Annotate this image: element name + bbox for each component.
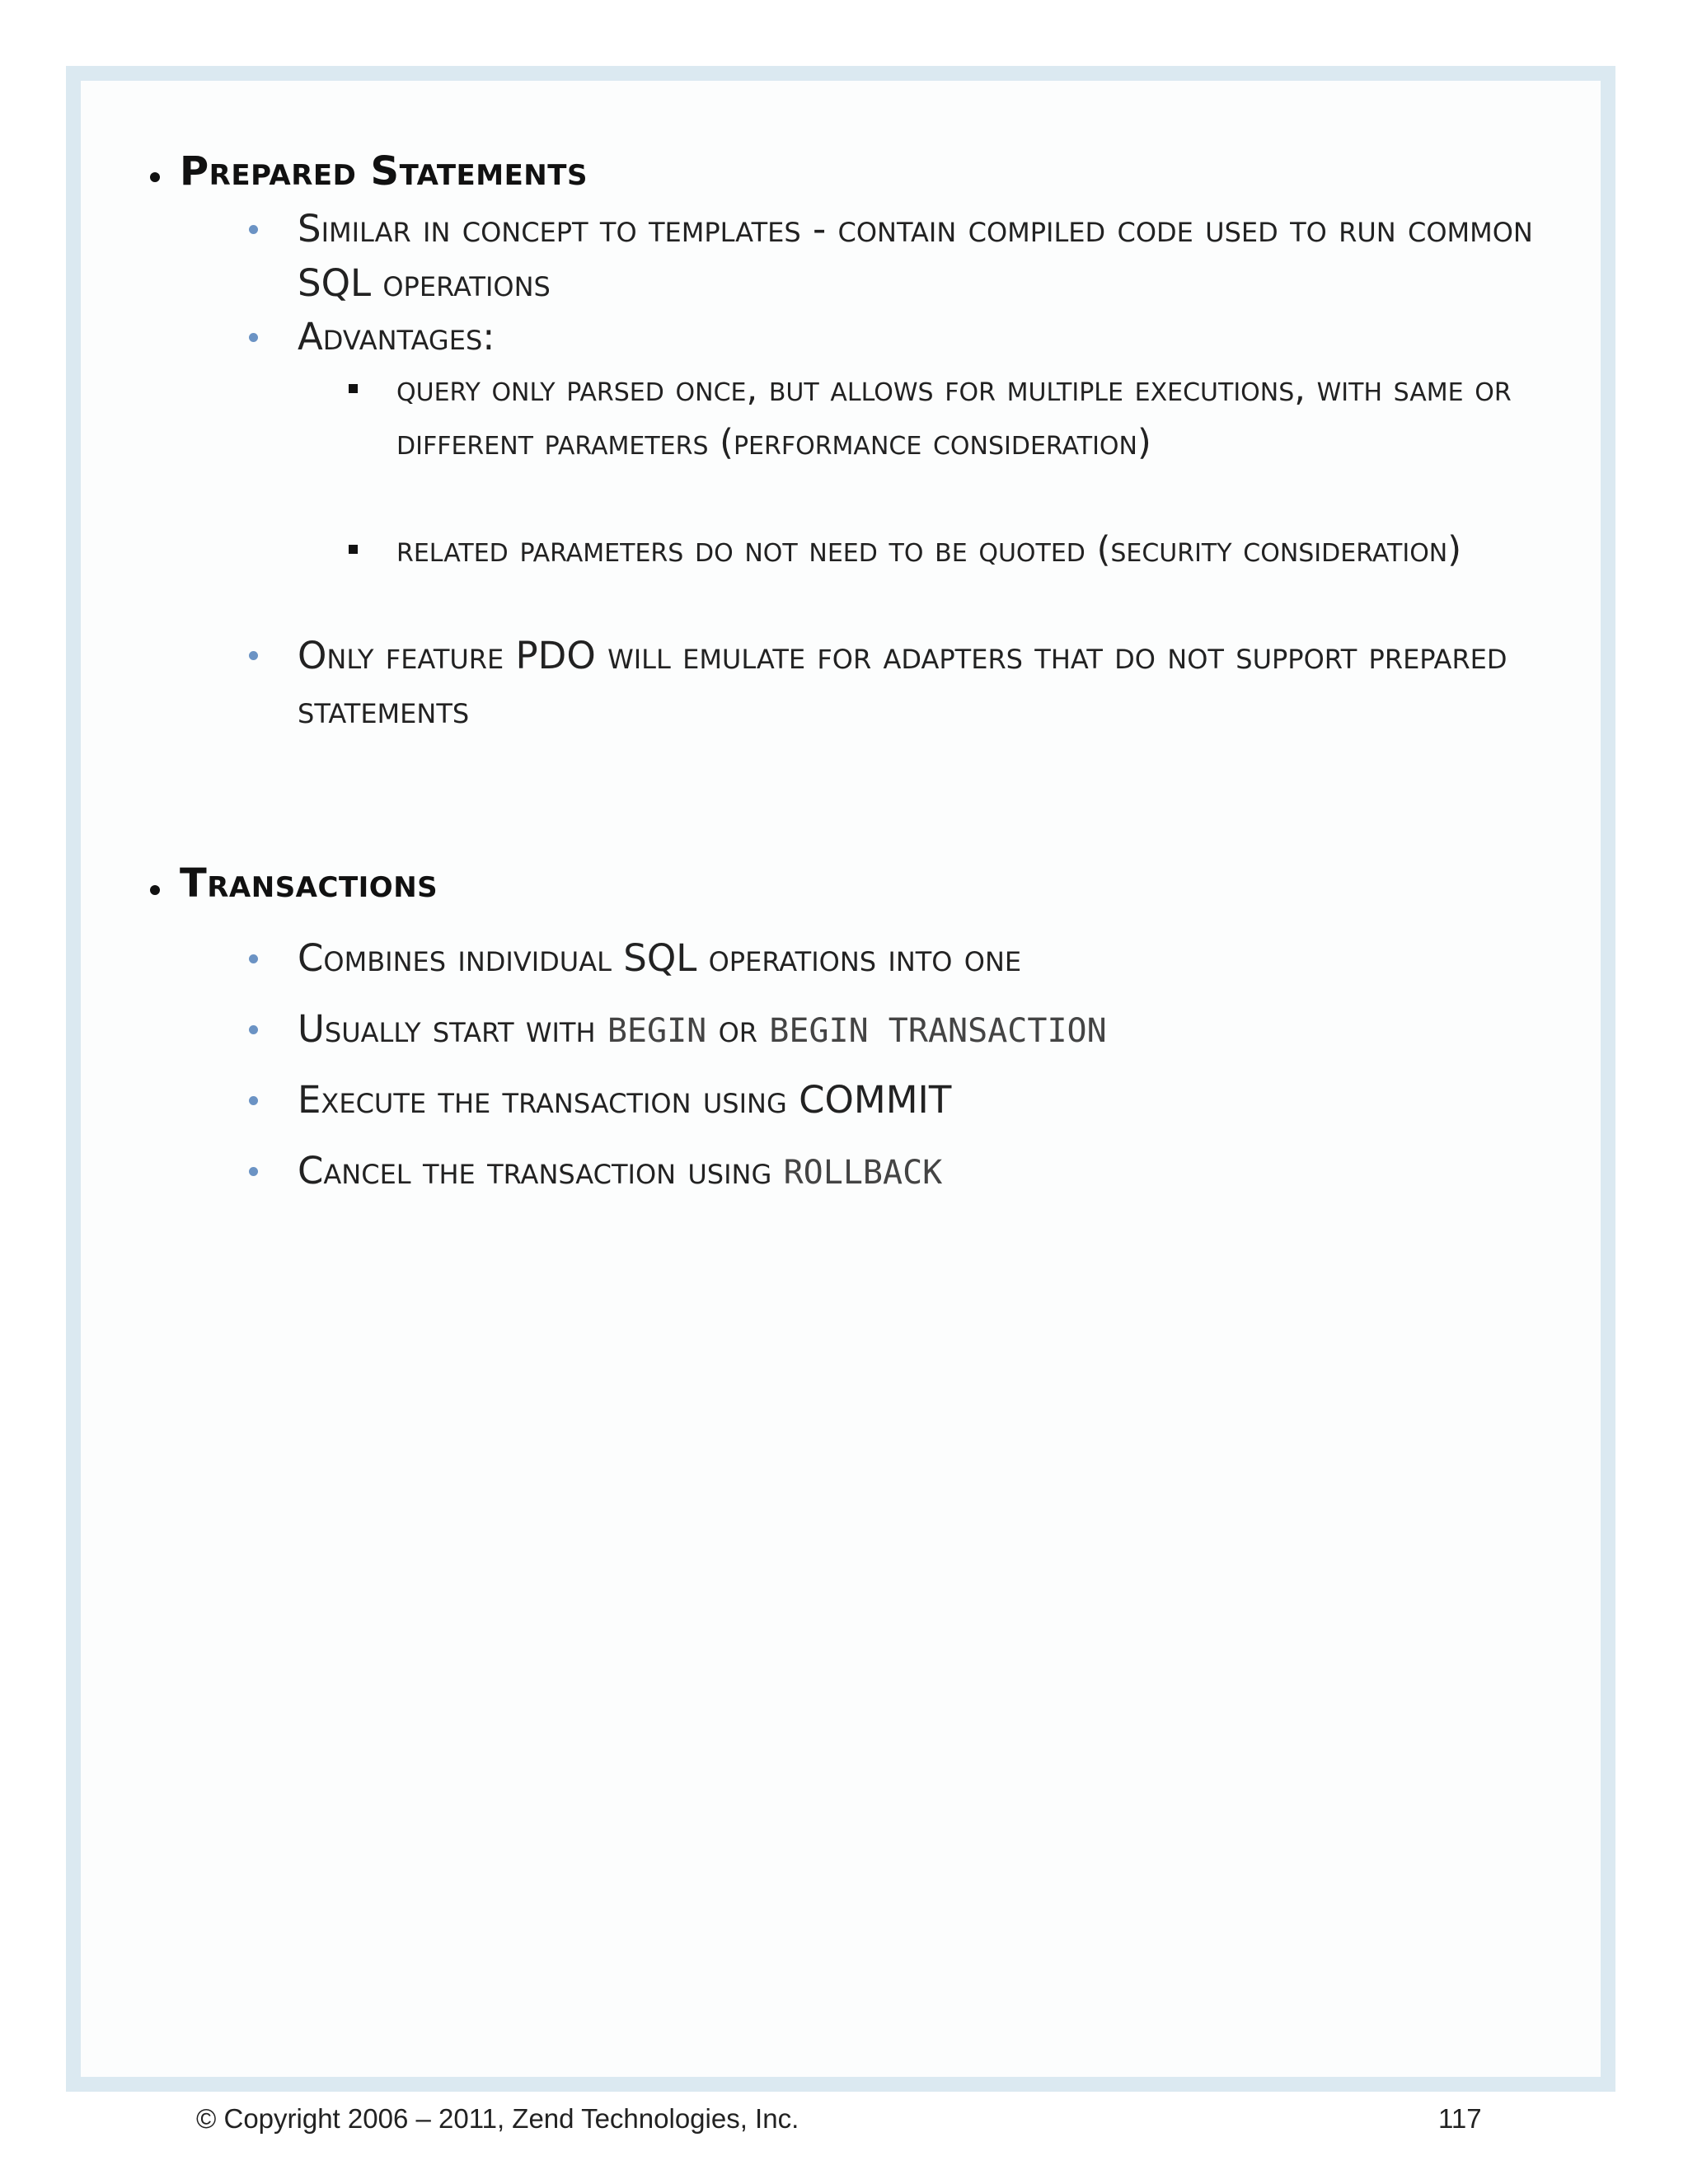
sub-list-item: query only parsed once, but allows for multiple executions, with same or different parameters (performance consideration) [396,368,1512,463]
item-text-tail: operations into one [696,936,1022,980]
list-item [298,629,1534,738]
sub-list-bullet [349,384,358,393]
code-keyword: ROLLBACK [783,1154,943,1192]
item-keyword: COMMIT [799,1078,952,1122]
list-item: Advantages: [298,315,495,359]
section-heading-transactions: Transactions [180,860,438,907]
list-bullet [249,225,258,234]
list-item [298,1002,1534,1058]
section-heading-prepared-statements: Prepared Statements [180,148,588,194]
item-text: Execute the transaction using [298,1078,799,1122]
footer-copyright: © Copyright 2006 – 2011, Zend Technologies, Inc. [196,2103,799,2134]
item-text-tail: operations [371,261,551,305]
item-keyword: SQL [298,261,372,305]
item-text: Usually start with [298,1007,607,1051]
list-bullet [249,651,258,660]
item-keyword: SQL [623,936,697,980]
section-bullet [150,172,160,182]
list-item [298,202,1534,311]
item-text: Cancel the transaction using [298,1149,784,1193]
sub-list-item: related parameters do not need to be quoted (security consideration) [396,529,1462,570]
list-item [298,1144,1534,1200]
list-bullet [249,1167,258,1176]
footer-page-number: 117 [1438,2103,1482,2134]
list-item [298,931,1534,986]
item-text: Only feature [298,634,516,677]
list-bullet [249,1025,258,1034]
section-bullet [150,885,160,895]
list-bullet [249,1096,258,1105]
item-text-mid: or [706,1007,770,1051]
list-item [298,1073,1534,1127]
item-text: Combines individual [298,936,624,980]
code-keyword: BEGIN TRANSACTION [769,1012,1107,1050]
list-bullet [249,333,258,342]
code-keyword: BEGIN [607,1012,707,1050]
item-keyword: PDO [515,634,596,677]
item-text: Similar in concept to templates - contain compiled code used to run common [298,207,1533,251]
sub-list-bullet [349,545,358,554]
list-bullet [249,954,258,963]
item-text-tail: will emulate for adapters that do not support prepared statements [298,634,1507,732]
